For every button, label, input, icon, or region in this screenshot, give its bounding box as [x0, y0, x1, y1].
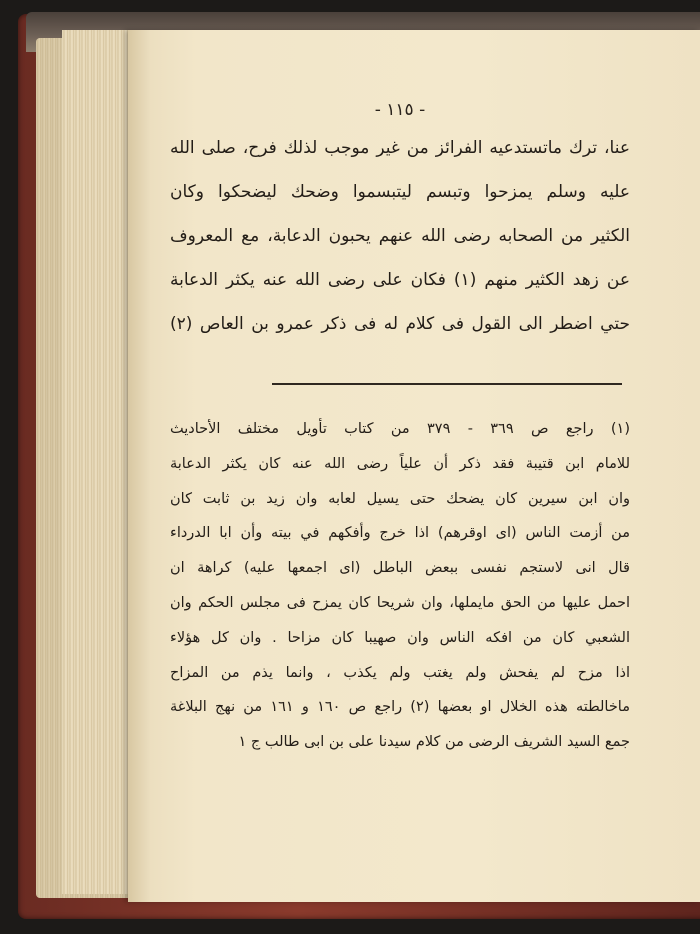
page-number: - ١١٥ - [374, 100, 426, 120]
main-text-line: عن زهد الكثير منهم (١) فكان على رضى الله عنه يكثر الدعابة [170, 270, 630, 290]
main-text [170, 126, 630, 346]
footnote-divider [272, 383, 622, 385]
footnote-line: اذا مزح لم يفحش ولم يغتب ولم يكذب ، وانما يذم من المزاح [170, 664, 630, 681]
footnotes [170, 412, 630, 760]
footnote-line: للامام ابن قتيبة فقد ذكر أن علياً رضى الله عنه كان يكثر الدعابة [170, 455, 630, 472]
main-text-line: حتي اضطر الى القول فى كلام له فى ذكر عمرو بن العاص (٢) [170, 314, 630, 334]
footnote-line: من أزمت الناس (اى اوقرهم) اذا خرج وأفكهم في بيته وأن ابا الدرداء [170, 525, 630, 542]
footnote-line: جمع السيد الشريف الرضى من كلام سيدنا على بن ابى طالب ج ١ [238, 734, 630, 751]
footnote-line: وان ابن سيرين كان يضحك حتى يسيل لعابه وان زيد بن ثابت كان [170, 490, 630, 507]
footnote-line: الشعبي كان من افكه الناس وان صهيبا كان مزاحا . وان كل هؤلاء [170, 629, 630, 646]
main-text-line: عليه وسلم يمزحوا وتبسم ليتبسموا وضحك ليضحكوا وكان [170, 182, 630, 202]
footnote-line: ماخالطته هذه الخلال او بعضها (٢) راجع ص ١٦٠ و ١٦١ من نهج البلاغة [170, 699, 630, 716]
footnote-line: (١) راجع ص ٣٦٩ - ٣٧٩ من كتاب تأويل مختلف الأحاديث [170, 421, 630, 437]
main-text-line: الكثير من الصحابه رضى الله عنهم يحبون الدعابة، مع المعروف [170, 226, 630, 246]
footnote-line: قال انى لاستجم نفسى ببعض الباطل (اى اجمعها عليه) كراهة ان [170, 560, 630, 577]
main-text-line: عنا، ترك ماتستدعيه الفرائز من غير موجب لذلك فرح، صلى الله [170, 138, 630, 158]
footnote-line: احمل عليها من الحق مايملها، وان شريحا كان يمزح فى مجلس الحكم وان [170, 594, 630, 611]
